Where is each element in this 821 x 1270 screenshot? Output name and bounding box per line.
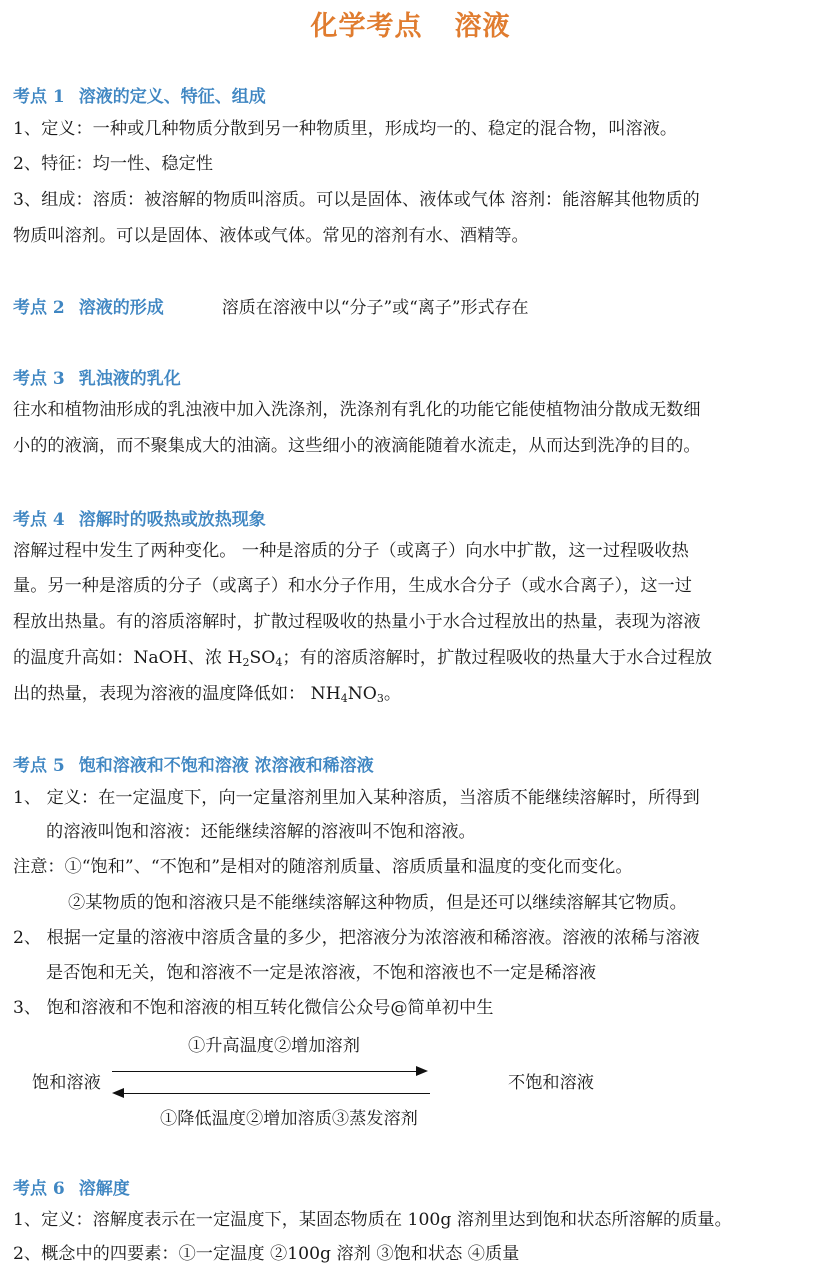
forward-arrow-line (112, 1071, 418, 1072)
s1-line-4: 物质叫溶剂。可以是固体、液体或气体。常见的溶剂有水、酒精等。 (13, 226, 529, 246)
s4-line-3: 程放出热量。有的溶质溶解时，扩散过程吸收的热量小于水合过程放出的热量，表现为溶液 (13, 612, 701, 632)
title-part2: 溶液 (454, 11, 511, 42)
section-title: 溶液的形成 (78, 298, 164, 318)
conversion-diagram (0, 1025, 821, 1135)
section-6-heading (13, 1174, 130, 1199)
section-title: 乳浊液的乳化 (78, 369, 181, 389)
section-1-heading (13, 82, 266, 107)
s5-line-4: 3、 饱和溶液和不饱和溶液的相互转化微信公众号@简单初中生 (13, 998, 494, 1018)
s1-line-2: 2、特征：均一性、稳定性 (13, 154, 213, 174)
section-4-heading (13, 505, 266, 530)
bottom-condition-label: ①降低温度②增加溶质③蒸发溶剂 (160, 1109, 418, 1129)
forward-arrow-head-icon (416, 1066, 428, 1076)
s5-line-2: 注意：①“饱和”、“不饱和”是相对的随溶剂质量、溶质质量和温度的变化而变化。 (13, 857, 633, 877)
title-part1: 化学考点 (310, 11, 423, 42)
s6-line-2: 2、概念中的四要素：①一定温度 ②100g 溶剂 ③饱和状态 ④质量 (13, 1244, 520, 1264)
s5-line-2b: ②某物质的饱和溶液只是不能继续溶解这种物质，但是还可以继续溶解其它物质。 (68, 893, 687, 913)
section-number: 考点 3 (13, 369, 65, 389)
section-title: 饱和溶液和不饱和溶液 浓溶液和稀溶液 (78, 756, 374, 776)
s5-line-3: 2、 根据一定量的溶液中溶质含量的多少，把溶液分为浓溶液和稀溶液。溶液的浓稀与溶液 (13, 928, 700, 948)
section-title: 溶解时的吸热或放热现象 (78, 510, 266, 530)
s4-line-2: 量。另一种是溶质的分子（或离子）和水分子作用，生成水合分子（或水合离子），这一过 (13, 576, 692, 596)
s5-line-1b: 的溶液叫饱和溶液：还能继续溶解的溶液叫不饱和溶液。 (46, 822, 476, 842)
section-number: 考点 4 (13, 510, 65, 530)
section-title: 溶液的定义、特征、组成 (78, 87, 266, 107)
s4-line-1: 溶解过程中发生了两种变化。 一种是溶质的分子（或离子）向水中扩散，这一过程吸收热 (13, 541, 689, 561)
s1-line-1: 1、定义：一种或几种物质分散到另一种物质里，形成均一的、稳定的混合物，叫溶液。 (13, 119, 678, 139)
saturated-solution-label: 饱和溶液 (32, 1073, 101, 1093)
section-title: 溶解度 (78, 1179, 130, 1199)
s3-line-2: 小的的液滴，而不聚集成大的油滴。这些细小的液滴能随着水流走，从而达到洗净的目的。 (13, 436, 701, 456)
unsaturated-solution-label: 不饱和溶液 (508, 1073, 594, 1093)
section-number: 考点 5 (13, 756, 65, 776)
top-condition-label: ①升高温度②增加溶剂 (188, 1036, 360, 1056)
section-number: 考点 1 (13, 87, 65, 107)
section-5-heading (13, 751, 374, 776)
section-note: 溶质在溶液中以“分子”或“离子”形式存在 (221, 298, 529, 318)
s5-line-1: 1、 定义：在一定温度下，向一定量溶剂里加入某种溶质，当溶质不能继续溶解时，所得到 (13, 788, 700, 808)
s3-line-1: 往水和植物油形成的乳浊液中加入洗涤剂，洗涤剂有乳化的功能它能使植物油分散成无数细 (13, 400, 701, 420)
reverse-arrow-line (124, 1093, 430, 1094)
s5-line-3b: 是否饱和无关，饱和溶液不一定是浓溶液，不饱和溶液也不一定是稀溶液 (46, 963, 597, 983)
s1-line-3: 3、组成：溶质：被溶解的物质叫溶质。可以是固体、液体或气体 溶剂：能溶解其他物质的 (13, 190, 700, 210)
s6-line-1: 1、定义：溶解度表示在一定温度下，某固态物质在 100g 溶剂里达到饱和状态所溶解的质量。 (13, 1210, 732, 1230)
section-3-heading (13, 364, 181, 389)
section-number: 考点 6 (13, 1179, 65, 1199)
s4-line-4: 的温度升高如：NaOH、浓 $H_2SO_4$；有的溶质溶解时，扩散过程吸收的热量大于水合过程放 (13, 648, 713, 669)
section-number: 考点 2 (13, 298, 65, 318)
page-title (0, 4, 821, 43)
reverse-arrow-head-icon (112, 1088, 124, 1098)
s4-line-5: 出的热量，表现为溶液的温度降低如： $NH_4NO_3$。 (13, 684, 402, 705)
section-2-heading (13, 293, 529, 318)
